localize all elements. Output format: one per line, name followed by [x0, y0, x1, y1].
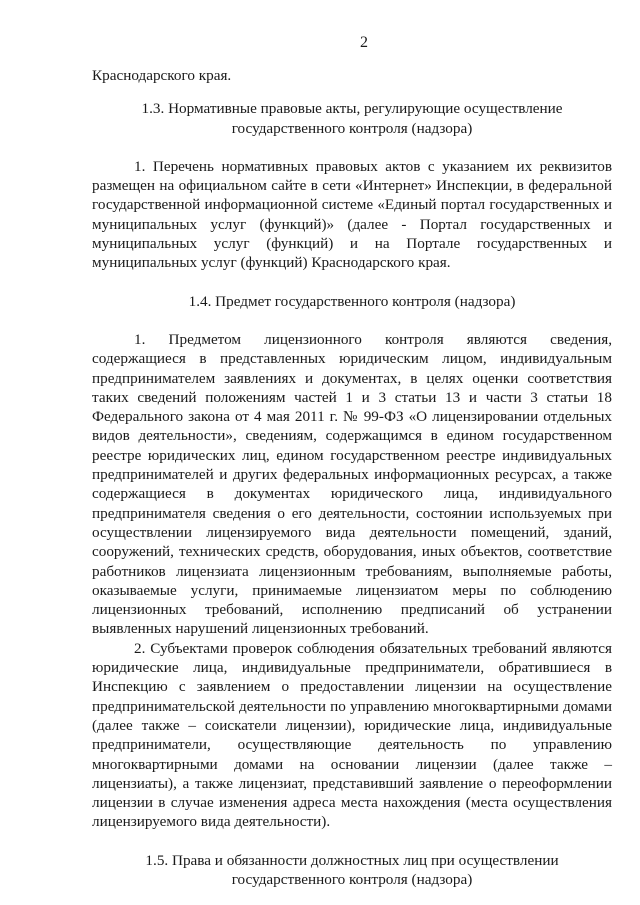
section-1-3-heading-line2: государственного контроля (надзора) [231, 119, 473, 137]
document-body [92, 66, 612, 889]
intro-line: Краснодарского края. [92, 67, 232, 84]
section-1-3-paragraph-1: 1. Перечень нормативных правовых актов с указанием их реквизитов размещен на официальном сайте в сети «Интернет» Инспекции, в федеральной государственной информационной системе «Единый портал государственных и муниципальных услуг (функций)» (далее - Портал государственных и муниципальных услуг (функций) и на Портале государственных и муниципальных услуг (функций) Краснодарского края. [92, 157, 612, 272]
section-1-3-heading-line1: 1.3. Нормативные правовые акты, регулирующие осуществление [141, 100, 563, 118]
page-number: 2 [360, 34, 368, 51]
section-1-4-heading: 1.4. Предмет государственного контроля (надзора) [188, 292, 516, 310]
section-1-4-paragraph-1: 1. Предметом лицензионного контроля являются сведения, содержащиеся в представленных юридическим лицом, индивидуальным предпринимателем заявлениях и документах, в целях оценки соответствия таких сведений положениям частей 1 и 3 статьи 13 и части 3 статьи 18 Федерального закона от 4 мая 2011 г. № 99-ФЗ «О лицензировании отдельных видов деятельности», сведениям, содержащимся в едином государственном реестре юридических лиц, едином государственном реестре индивидуальных предпринимателей и других федеральных информационных ресурсах, а также содержащиеся в документах юридического лица, индивидуального предпринимателя сведения о его деятельности, состоянии используемых при осуществлении лицензируемого вида деятельности помещений, зданий, сооружений, технических средств, оборудования, иных объектов, соответствие работников лицензиата лицензионным требованиям, выполняемые работы, оказываемые услуги, принимаемые лицензиатом меры по соблюдению лицензионных требований, исполнению предписаний об устранении выявленных нарушений лицензионных требований. [92, 330, 612, 638]
section-1-3 [92, 99, 612, 272]
section-1-5-heading-line2: государственного контроля (надзора) [231, 870, 473, 888]
section-1-4 [92, 292, 612, 832]
section-1-5-heading-line1: 1.5. Права и обязанности должностных лиц при осуществлении [145, 851, 559, 869]
section-1-5 [92, 851, 612, 890]
section-1-4-paragraph-2: 2. Субъектами проверок соблюдения обязательных требований являются юридические лица, индивидуальные предприниматели, обратившиеся в Инспекцию с заявлением о предоставлении лицензии на осуществление предпринимательской деятельности по управлению многоквартирными домами (далее также – соискатели лицензии), юридические лица, индивидуальные предприниматели, осуществляющие деятельность по управлению многоквартирными домами на основании лицензии (далее также – лицензиаты), а также лицензиат, представивший заявление о переоформлении лицензии в случае изменения адреса места нахождения (места осуществления лицензируемого вида деятельности). [92, 639, 612, 831]
